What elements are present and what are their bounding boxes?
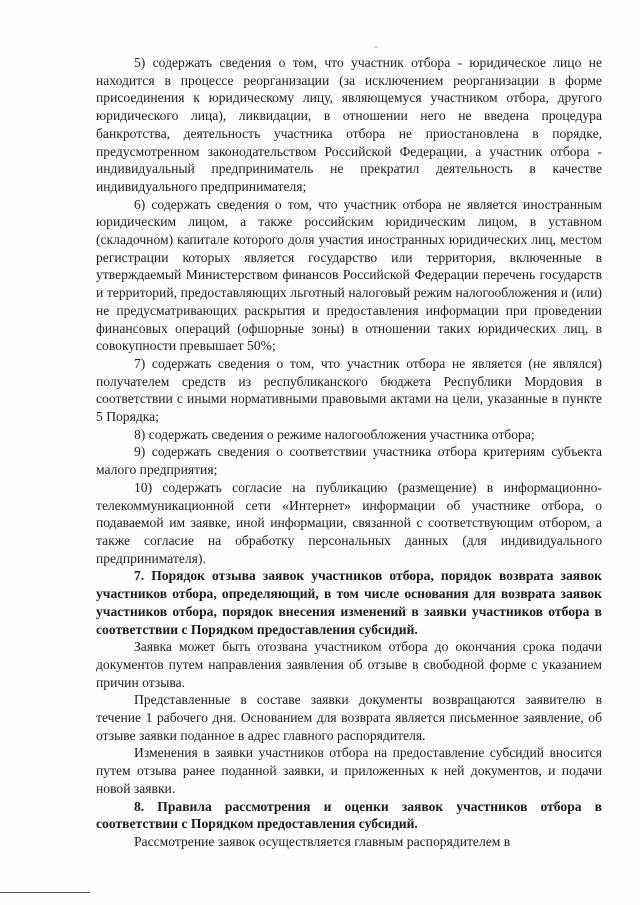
paragraph-item-7: 7) содержать сведения о том, что участник отбора не является (не являлся) получателем средств из республиканского бюджета Республики Мордовия в соответствии с иными нормативными правовыми актами на цели, указанные в пункте 5 Порядка; xyxy=(96,355,602,425)
paragraph-item-8: 8) содержать сведения о режиме налогообложения участника отбора; xyxy=(134,426,535,442)
paragraph-return: Представленные в составе заявки документы возвращаются заявителю в течение 1 рабочего дня. Основанием для возврата является письменное заявление, об отзыве заявки поданное в адрес главного распорядителя. xyxy=(96,692,602,743)
document-body xyxy=(96,54,602,851)
section-heading-8: 8. Правила рассмотрения и оценки заявок участников отбора в соответствии с Порядком предоставления субсидий. xyxy=(96,798,602,832)
scan-speck xyxy=(375,46,377,48)
paragraph-item-5: 5) содержать сведения о том, что участник отбора - юридическое лицо не находится в процессе реорганизации (за исключением реорганизации в форме присоединения к юридическому лицу, являющемуся участником отбора, другого юридического лица), ликвидации, в отношении него не введена процедура банкротства, деятельность участника отбора не приостановлена в порядке, предусмотренном законодательством Российской Федерации, а участник отбора - индивидуальный предприниматель не прекратил деятельность в качестве индивидуального предпринимателя; xyxy=(96,55,602,194)
footer-rule xyxy=(0,892,90,893)
paragraph-item-6: 6) содержать сведения о том, что участник отбора не является иностранным юридическим лицом, а также российским юридическим лицом, в уставном (складочном) капитале которого доля участия иностранных юридических лиц, местом регистрации которых является государство или территория, включенные в утверждаемый Министерством финансов Российской Федерации перечень государств и территорий, предоставляющих льготный налоговый режим налогообложения и (или) не предусматривающих раскрытия и предоставления информации при проведении финансовых операций (офшорные зоны) в отношении таких юридических лиц, в совокупности превышает 50%; xyxy=(96,196,602,354)
paragraph-withdrawal: Заявка может быть отозвана участником отбора до окончания срока подачи документов путем направления заявления об отзыве в свободной форме с указанием причин отзыва. xyxy=(96,639,602,690)
paragraph-item-9: 9) содержать сведения о соответствии участника отбора критериям субъекта малого предприятия; xyxy=(96,444,602,478)
section-heading-7: 7. Порядок отзыва заявок участников отбора, порядок возврата заявок участников отбора, определяющий, в том числе основания для возврата заявок участников отбора, порядок внесения изменений в заявки участников отбора в соответствии с Порядком предоставления субсидий. xyxy=(96,568,602,637)
paragraph-item-10: 10) содержать согласие на публикацию (размещение) в информационно-телекоммуникационной сети «Интернет» информации об участнике отбора, о подаваемой им заявке, иной информации, связанной с соответствующим отбором, а также согласие на обработку персональных данных (для индивидуального предпринимателя). xyxy=(96,479,602,566)
paragraph-changes: Изменения в заявки участников отбора на предоставление субсидий вносится путем отзыва ранее поданной заявки, и приложенных к ней документов, и подачи новой заявки. xyxy=(96,745,602,796)
paragraph-review: Рассмотрение заявок осуществляется главным распорядителем в xyxy=(134,833,511,849)
